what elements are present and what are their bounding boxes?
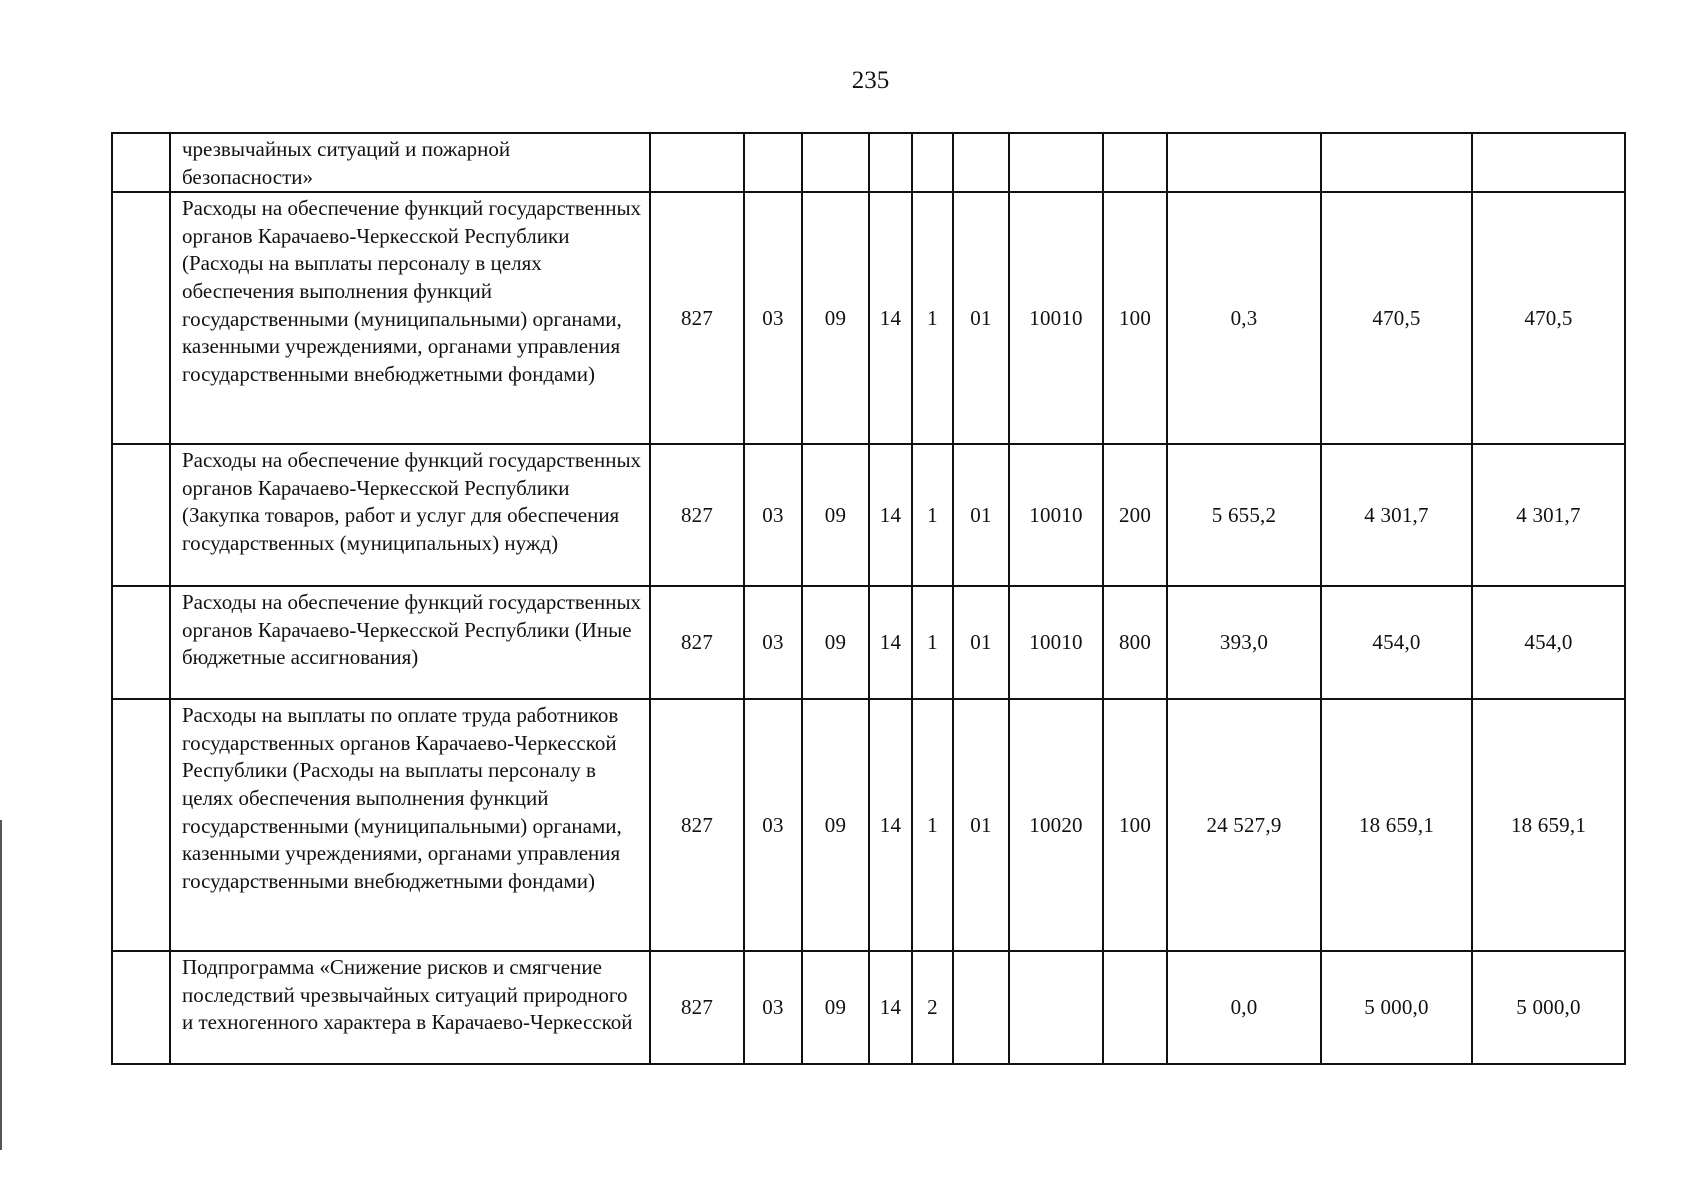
table-row	[112, 444, 1625, 586]
subsection-code	[802, 133, 869, 192]
page-number: 235	[851, 67, 890, 94]
row-description: Расходы на обеспечение функций государственных органов Карачаево-Черкесской Республики (Закупка товаров, работ и услуг для обеспечения государственных (муниципальных) нужд)	[170, 444, 650, 586]
amount-year-2: 4 301,7	[1321, 444, 1472, 586]
admin-code: 827	[650, 951, 744, 1064]
amount-year-3: 4 301,7	[1472, 444, 1625, 586]
subprogram-code	[912, 133, 953, 192]
admin-code: 827	[650, 586, 744, 699]
expense-type-code	[1103, 133, 1167, 192]
subsection-code: 09	[802, 586, 869, 699]
amount-year-3: 470,5	[1472, 192, 1625, 444]
row-description: Расходы на обеспечение функций государственных органов Карачаево-Черкесской Республики (Иные бюджетные ассигнования)	[170, 586, 650, 699]
section-code: 03	[744, 951, 802, 1064]
program-code: 14	[869, 444, 912, 586]
row-name-cell	[112, 951, 170, 1064]
section-code: 03	[744, 699, 802, 951]
amount-year-1: 0,0	[1167, 951, 1321, 1064]
expense-type-code	[1103, 951, 1167, 1064]
amount-year-1: 0,3	[1167, 192, 1321, 444]
subsection-code: 09	[802, 192, 869, 444]
table-row	[112, 133, 1625, 192]
amount-year-1: 393,0	[1167, 586, 1321, 699]
section-code: 03	[744, 444, 802, 586]
program-code	[869, 133, 912, 192]
direction-code: 10010	[1009, 444, 1103, 586]
amount-year-2: 18 659,1	[1321, 699, 1472, 951]
amount-year-2	[1321, 133, 1472, 192]
subprogram-code: 1	[912, 192, 953, 444]
expense-type-code: 200	[1103, 444, 1167, 586]
section-code: 03	[744, 192, 802, 444]
amount-year-1: 24 527,9	[1167, 699, 1321, 951]
amount-year-3: 454,0	[1472, 586, 1625, 699]
event-code: 01	[953, 192, 1009, 444]
direction-code	[1009, 133, 1103, 192]
event-code	[953, 133, 1009, 192]
amount-year-3: 18 659,1	[1472, 699, 1625, 951]
admin-code: 827	[650, 444, 744, 586]
row-description: чрезвычайных ситуаций и пожарной безопасности»	[170, 133, 650, 192]
direction-code: 10010	[1009, 586, 1103, 699]
section-code	[744, 133, 802, 192]
row-name-cell	[112, 192, 170, 444]
table-body	[112, 133, 1625, 1064]
amount-year-2: 454,0	[1321, 586, 1472, 699]
program-code: 14	[869, 192, 912, 444]
row-description: Подпрограмма «Снижение рисков и смягчение последствий чрезвычайных ситуаций природного и техногенного характера в Карачаево-Черкесской	[170, 951, 650, 1064]
amount-year-1: 5 655,2	[1167, 444, 1321, 586]
direction-code: 10010	[1009, 192, 1103, 444]
amount-year-3	[1472, 133, 1625, 192]
program-code: 14	[869, 951, 912, 1064]
subprogram-code: 2	[912, 951, 953, 1064]
amount-year-1	[1167, 133, 1321, 192]
expense-type-code: 800	[1103, 586, 1167, 699]
amount-year-2: 470,5	[1321, 192, 1472, 444]
direction-code: 10020	[1009, 699, 1103, 951]
row-name-cell	[112, 133, 170, 192]
table-row	[112, 586, 1625, 699]
subprogram-code: 1	[912, 699, 953, 951]
subsection-code: 09	[802, 444, 869, 586]
event-code: 01	[953, 586, 1009, 699]
event-code	[953, 951, 1009, 1064]
row-description: Расходы на обеспечение функций государственных органов Карачаево-Черкесской Республики (Расходы на выплаты персоналу в целях обеспечения выполнения функций государственными (муниципальными) органами, казенными учреждениями, органами управления государственными внебюджетными фондами)	[170, 192, 650, 444]
event-code: 01	[953, 699, 1009, 951]
row-name-cell	[112, 444, 170, 586]
event-code: 01	[953, 444, 1009, 586]
subprogram-code: 1	[912, 586, 953, 699]
table-row	[112, 192, 1625, 444]
program-code: 14	[869, 699, 912, 951]
table-row	[112, 699, 1625, 951]
program-code: 14	[869, 586, 912, 699]
expense-type-code: 100	[1103, 699, 1167, 951]
row-description: Расходы на выплаты по оплате труда работников государственных органов Карачаево-Черкесской Республики (Расходы на выплаты персоналу в целях обеспечения выполнения функций государственными (муниципальными) органами, казенными учреждениями, органами управления государственными внебюджетными фондами)	[170, 699, 650, 951]
subprogram-code: 1	[912, 444, 953, 586]
subsection-code: 09	[802, 699, 869, 951]
admin-code: 827	[650, 192, 744, 444]
admin-code: 827	[650, 699, 744, 951]
row-name-cell	[112, 699, 170, 951]
row-name-cell	[112, 586, 170, 699]
scan-edge-mark	[0, 820, 2, 1150]
table-row	[112, 951, 1625, 1064]
direction-code	[1009, 951, 1103, 1064]
section-code: 03	[744, 586, 802, 699]
budget-table	[111, 132, 1626, 1065]
amount-year-2: 5 000,0	[1321, 951, 1472, 1064]
amount-year-3: 5 000,0	[1472, 951, 1625, 1064]
admin-code	[650, 133, 744, 192]
subsection-code: 09	[802, 951, 869, 1064]
expense-type-code: 100	[1103, 192, 1167, 444]
